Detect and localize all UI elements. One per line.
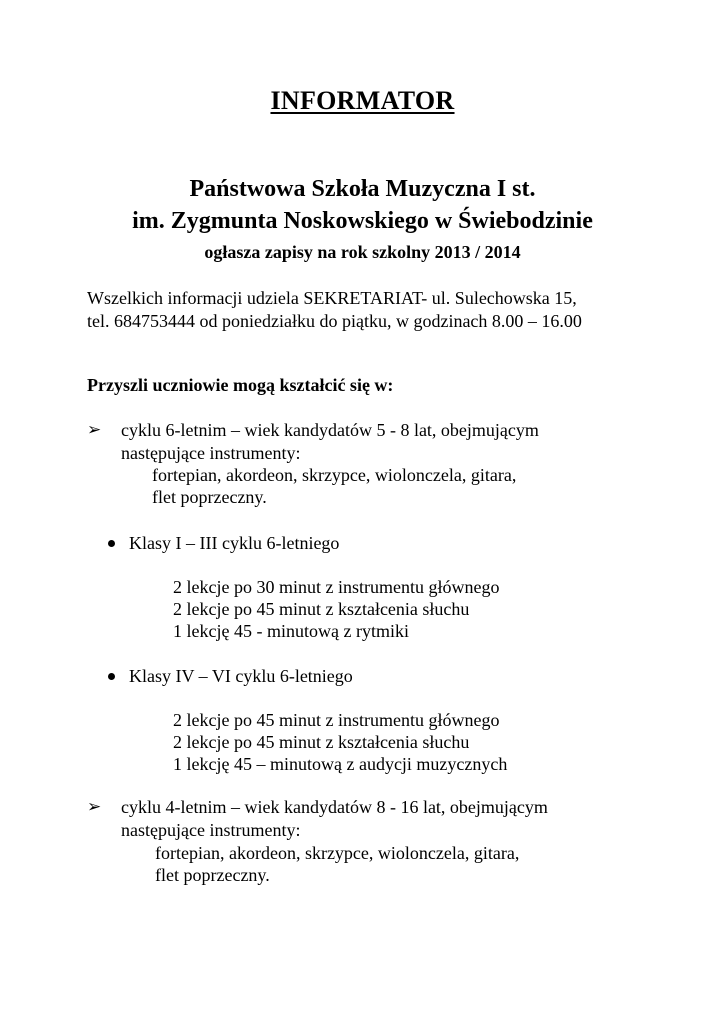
cycle6-instruments-cont: flet poprzeczny. (152, 487, 267, 507)
group2-lesson-3: 1 lekcję 45 – minutową z audycji muzycznych (173, 754, 508, 774)
group1-heading: Klasy I – III cyklu 6-letniego (129, 533, 340, 553)
cycle6-line-1: cyklu 6-letnim – wiek kandydatów 5 - 8 lat, obejmującym (121, 420, 539, 440)
cycle4-instruments-cont: flet poprzeczny. (155, 865, 270, 885)
arrow-bullet-icon: ➢ (87, 797, 102, 817)
school-patron: im. Zygmunta Noskowskiego w Świebodzinie (132, 208, 593, 234)
bullet-dot-icon (108, 540, 115, 547)
page-title: INFORMATOR (270, 86, 455, 115)
cycle4-line-1: cyklu 4-letnim – wiek kandydatów 8 - 16 lat, obejmującym (121, 797, 548, 817)
arrow-bullet-icon: ➢ (87, 420, 102, 440)
bullet-dot-icon (108, 673, 115, 680)
cycle4-instruments: fortepian, akordeon, skrzypce, wiolonczela, gitara, (155, 843, 520, 863)
group1-lesson-2: 2 lekcje po 45 minut z kształcenia słuchu (173, 599, 470, 619)
group2-lesson-1: 2 lekcje po 45 minut z instrumentu głównego (173, 710, 500, 730)
group1-lesson-1: 2 lekcje po 30 minut z instrumentu głównego (173, 577, 500, 597)
info-line-1: Wszelkich informacji udziela SEKRETARIAT- ul. Sulechowska 15, (87, 288, 577, 308)
group2-lesson-2: 2 lekcje po 45 minut z kształcenia słuchu (173, 732, 470, 752)
school-name: Państwowa Szkoła Muzyczna I st. (189, 176, 536, 202)
cycle6-line-2: następujące instrumenty: (121, 443, 301, 463)
enrollment-announcement: ogłasza zapisy na rok szkolny 2013 / 2014 (204, 242, 521, 262)
intro-heading: Przyszli uczniowie mogą kształcić się w: (87, 375, 394, 395)
info-line-2: tel. 684753444 od poniedziałku do piątku, w godzinach 8.00 – 16.00 (87, 311, 582, 331)
group1-lesson-3: 1 lekcję 45 - minutową z rytmiki (173, 621, 409, 641)
group2-heading: Klasy IV – VI cyklu 6-letniego (129, 666, 353, 686)
cycle6-instruments: fortepian, akordeon, skrzypce, wiolonczela, gitara, (152, 465, 517, 485)
cycle4-line-2: następujące instrumenty: (121, 820, 301, 840)
